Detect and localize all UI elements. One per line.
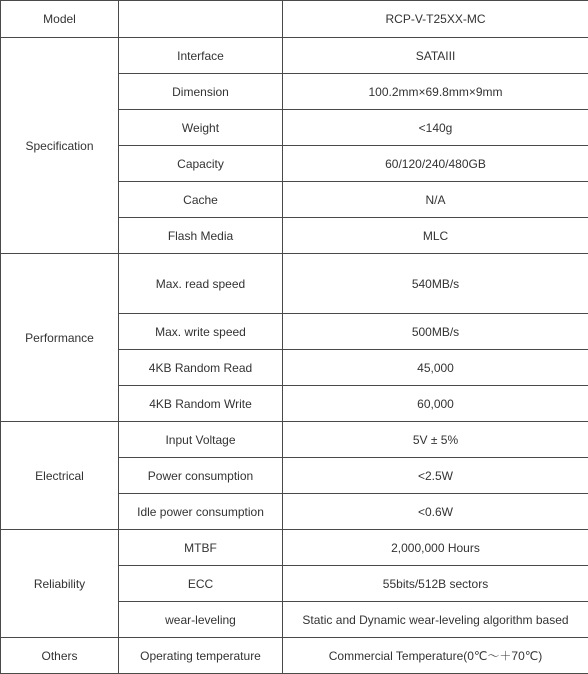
row-label: Idle power consumption xyxy=(119,494,283,530)
row-value: Commercial Temperature(0℃～＋70℃) xyxy=(283,638,588,674)
row-value: <2.5W xyxy=(283,458,588,494)
row-label: Cache xyxy=(119,182,283,218)
table-row-model xyxy=(1,1,588,38)
row-label: Input Voltage xyxy=(119,422,283,458)
row-value: <140g xyxy=(283,110,588,146)
row-label: 4KB Random Write xyxy=(119,386,283,422)
row-label: ECC xyxy=(119,566,283,602)
row-value: <0.6W xyxy=(283,494,588,530)
row-label: 4KB Random Read xyxy=(119,350,283,386)
group-others: Others xyxy=(1,638,119,674)
row-value: 45,000 xyxy=(283,350,588,386)
row-label: Dimension xyxy=(119,74,283,110)
model-sub xyxy=(119,1,283,38)
row-label: Capacity xyxy=(119,146,283,182)
row-label: Max. write speed xyxy=(119,314,283,350)
row-label: wear-leveling xyxy=(119,602,283,638)
table-row xyxy=(1,254,588,314)
row-value: 100.2mm×69.8mm×9mm xyxy=(283,74,588,110)
row-value: N/A xyxy=(283,182,588,218)
row-label: MTBF xyxy=(119,530,283,566)
row-value: 540MB/s xyxy=(283,254,588,314)
table-row xyxy=(1,38,588,74)
row-value: 5V ± 5% xyxy=(283,422,588,458)
row-value: MLC xyxy=(283,218,588,254)
table-row xyxy=(1,530,588,566)
table-row xyxy=(1,422,588,458)
group-reliability: Reliability xyxy=(1,530,119,638)
row-value: 500MB/s xyxy=(283,314,588,350)
row-label: Flash Media xyxy=(119,218,283,254)
table-row xyxy=(1,638,588,674)
group-performance: Performance xyxy=(1,254,119,422)
row-value: 2,000,000 Hours xyxy=(283,530,588,566)
row-label: Power consumption xyxy=(119,458,283,494)
row-value: 60,000 xyxy=(283,386,588,422)
row-value: SATAIII xyxy=(283,38,588,74)
row-value: 55bits/512B sectors xyxy=(283,566,588,602)
model-label: Model xyxy=(1,1,119,38)
group-specification: Specification xyxy=(1,38,119,254)
model-value: RCP-V-T25XX-MC xyxy=(283,1,588,38)
row-label: Operating temperature xyxy=(119,638,283,674)
group-electrical: Electrical xyxy=(1,422,119,530)
row-label: Max. read speed xyxy=(119,254,283,314)
row-label: Interface xyxy=(119,38,283,74)
row-value: 60/120/240/480GB xyxy=(283,146,588,182)
row-label: Weight xyxy=(119,110,283,146)
row-value: Static and Dynamic wear-leveling algorithm based xyxy=(283,602,588,638)
